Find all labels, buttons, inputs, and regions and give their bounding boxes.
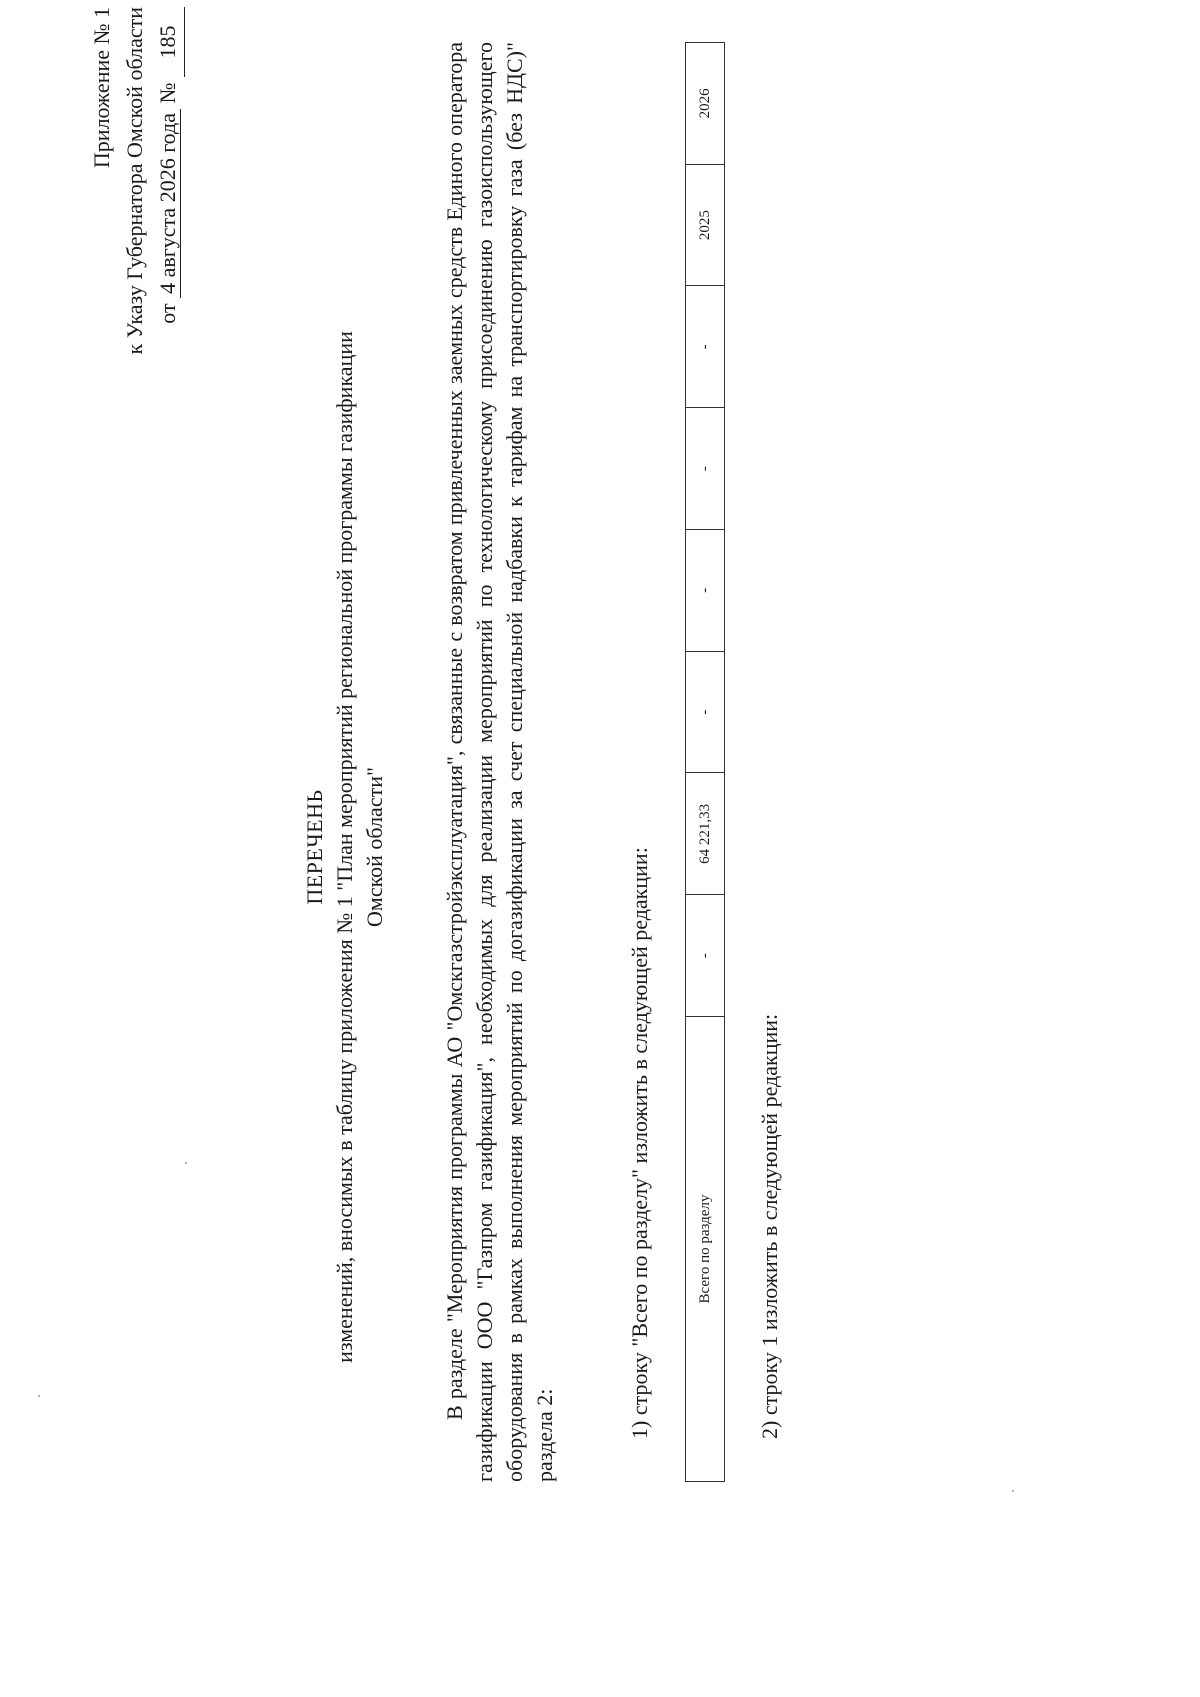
appendix-date: 4 августа 2026 года <box>155 109 181 298</box>
title-heading: ПЕРЕЧЕНЬ <box>302 789 327 905</box>
table-cell: - <box>686 286 725 408</box>
scan-speck <box>38 1395 40 1397</box>
table-cell: - <box>686 895 725 1017</box>
table-row <box>686 43 725 1482</box>
appendix-number: Приложение № 1 <box>89 7 114 169</box>
title-line-1: изменений, вносимых в таблицу приложения № 1 "План мероприятий региональной программы газификации <box>332 331 357 1363</box>
appendix-header <box>85 7 185 507</box>
table-cell: - <box>686 408 725 530</box>
scan-speck <box>185 1162 187 1164</box>
table-cell: 64 221,33 <box>686 773 725 895</box>
table-cell-label: Всего по разделу <box>686 1017 725 1482</box>
appendix-prefix: от <box>155 303 180 324</box>
item-2-text: 2) строку 1 изложить в следующей редакции: <box>757 1013 782 1439</box>
appendix-date-line <box>151 7 185 507</box>
table-cell: - <box>686 651 725 773</box>
title-line-2: Омской области" <box>362 767 387 927</box>
table-cell: - <box>686 530 725 652</box>
intro-paragraph <box>440 42 560 1482</box>
item-1-text: 1) строку "Всего по разделу" изложить в следующей редакции: <box>627 847 652 1439</box>
intro-text: В разделе "Мероприятия программы АО "Омскгазстройэксплуатация", связанные с возвратом привлеченных заемных средств Единого оператора газификации ООО "Газпром газификация", необходимых для реализации мероприятий по технологическому присоединению газоиспользующего оборудования в рамках выполнения мероприятий по догазификации за счет специальной надбавки к тарифам на транспортировку газа (без НДС)" раздела 2: <box>442 42 557 1482</box>
table-cell: 2025 <box>686 164 725 286</box>
section-total-table <box>685 42 725 1482</box>
scan-speck <box>1012 1490 1014 1492</box>
appendix-decree-number: 185 <box>151 7 185 77</box>
appendix-number-sign: № <box>155 82 180 104</box>
document-title <box>300 197 390 1497</box>
appendix-decree: к Указу Губернатора Омской области <box>122 7 147 355</box>
table-cell: 2026 <box>686 43 725 165</box>
